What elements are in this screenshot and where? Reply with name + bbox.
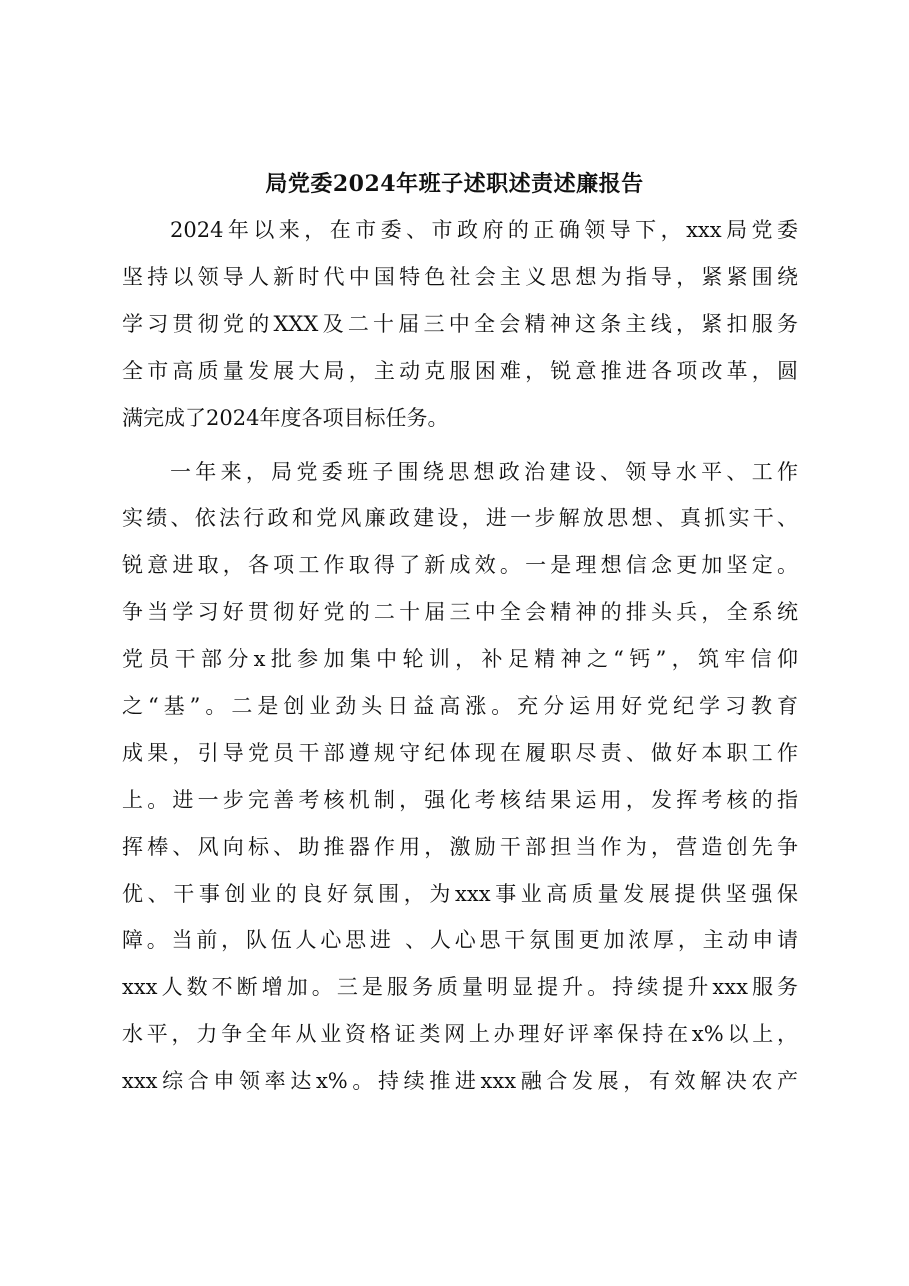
paragraph-2-line-9: 挥棒、风向标、助推器作用，激励干部担当作为，营造创先争 [122, 835, 798, 859]
document-title: 局党委2024年班子述职述责述廉报告 [265, 171, 644, 197]
paragraph-1-line-3: 学习贯彻党的XXX及二十届三中全会精神这条主线，紧扣服务 [122, 312, 798, 336]
paragraph-2-line-12: xxx人数不断增加。三是服务质量明显提升。持续提升xxx服务 [122, 975, 798, 999]
paragraph-2-line-14: xxx综合申领率达x%。持续推进xxx融合发展，有效解决农产 [122, 1069, 798, 1093]
paragraph-2-line-11: 障。当前，队伍人心思进 、人心思干氛围更加浓厚，主动申请 [122, 928, 798, 952]
paragraph-1-line-4: 全市高质量发展大局，主动克服困难，锐意推进各项改革，圆 [122, 359, 798, 383]
paragraph-2-line-8: 上。进一步完善考核机制，强化考核结果运用，发挥考核的指 [122, 788, 798, 812]
paragraph-2-line-1: 一年来，局党委班子围绕思想政治建设、领导水平、工作 [170, 460, 798, 484]
paragraph-2-line-7: 成果，引导党员干部遵规守纪体现在履职尽责、做好本职工作 [122, 741, 798, 765]
paragraph-2-line-6: 之“基”。二是创业劲头日益高涨。充分运用好党纪学习教育 [122, 694, 798, 718]
paragraph-1-line-2: 坚持以领导人新时代中国特色社会主义思想为指导，紧紧围绕 [122, 265, 798, 289]
paragraph-2-line-2: 实绩、依法行政和党风廉政建设，进一步解放思想、真抓实干、 [122, 506, 798, 530]
paragraph-2-line-5: 党员干部分x批参加集中轮训，补足精神之“钙”，筑牢信仰 [122, 647, 798, 671]
paragraph-2-line-13: 水平，力争全年从业资格证类网上办理好评率保持在x%以上， [122, 1022, 798, 1046]
paragraph-1-line-1: 2024年以来，在市委、市政府的正确领导下，xxx局党委 [170, 218, 798, 242]
paragraph-1-line-5: 满完成了2024年度各项目标任务。 [122, 406, 449, 430]
paragraph-2-line-10: 优、干事创业的良好氛围，为xxx事业高质量发展提供坚强保 [122, 882, 798, 906]
paragraph-2-line-3: 锐意进取，各项工作取得了新成效。一是理想信念更加坚定。 [122, 553, 798, 577]
paragraph-2-line-4: 争当学习好贯彻好党的二十届三中全会精神的排头兵，全系统 [122, 600, 798, 624]
